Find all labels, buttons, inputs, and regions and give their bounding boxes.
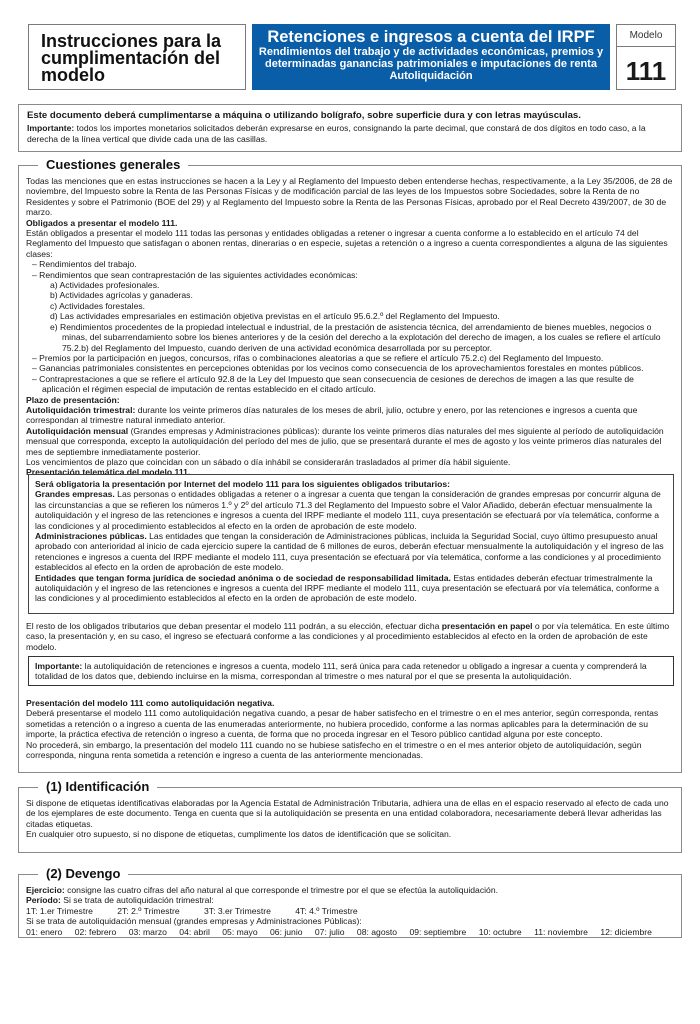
mes-item: 08: agosto	[356, 926, 398, 937]
form-subtitle: Rendimientos del trabajo y de actividades económicas, premios y determinadas ganancias patrimoniales e imputaciones de renta	[258, 46, 604, 70]
internet-obligation-box	[28, 474, 674, 614]
mes-item: 11: noviembre	[534, 926, 588, 937]
box1-title: Será obligatoria la presentación por Internet del modelo 111 para los siguientes obligados tributarios:	[35, 479, 450, 489]
trimestres-list	[26, 906, 674, 916]
resto-text-a: El resto de los obligados tributarios que deban presentar el modelo 111 podrán, a su elección, efectuar dicha	[26, 621, 442, 631]
ejercicio-line	[26, 885, 674, 895]
ge-label: Grandes empresas.	[35, 489, 115, 500]
trimestre-item: 3T: 3.er Trimestre	[204, 905, 271, 916]
box2-label: Importante:	[35, 661, 83, 671]
resto-text-b: presentación en papel	[441, 621, 533, 631]
plazo-trimestral	[26, 405, 674, 426]
mes-item: 07: julio	[314, 926, 345, 937]
sublist-item: c) Actividades forestales.	[50, 300, 146, 311]
mensual-label: Autoliquidación mensual	[26, 425, 129, 436]
importante-label: Importante:	[27, 123, 75, 134]
cuestiones-title: Cuestiones generales	[38, 157, 188, 173]
mes-item: 05: mayo	[222, 926, 258, 937]
mes-item: 01: enero	[26, 926, 63, 937]
mes-item: 10: octubre	[478, 926, 522, 937]
meses-list	[26, 927, 674, 937]
list-item: – Rendimientos que sean contraprestación de las siguientes actividades económicas:	[32, 269, 358, 280]
identificacion-text: Si dispone de etiquetas identificativas elaboradas por la Agencia Estatal de Administración Tributaria, adhiera una de ellas en el espacio reservado al efecto de cada uno de los ejemplares de este documento. Tenga en cuenta que si la autoliquidación se presenta en una entidad colaboradora, necesariamente deberá llevar adheridas las citadas etiquetas.	[26, 798, 669, 829]
mensual-intro: Si se trata de autoliquidación mensual (grandes empresas y Administraciones Públicas):	[26, 916, 362, 927]
intro-line: Este documento deberá cumplimentarse a máquina o utilizando bolígrafo, sobre superficie dura y con letras mayúsculas.	[27, 110, 581, 121]
form-main-title: Retenciones e ingresos a cuenta del IRPF	[267, 28, 595, 46]
identificacion-body	[26, 798, 674, 840]
trimestre-item: 1T: 1.er Trimestre	[26, 905, 93, 916]
ge-text: Las personas o entidades obligadas a retener o a ingresar a cuenta que tengan la consideración de grandes empresas por concurrir alguna de las circunstancias a que se refieren los números 1.º y 2º del artículo 71.3 del Reglamento del Impuesto sobre el Valor Añadido, deberán efectuar mensualmente la autoliquidación y el ingreso de las retenciones e ingresos a cuenta del IRPF mediante el modelo 111, cuya presentación se efectuará por vía telemática, conforme a las condiciones y al procedimiento establecidos al efecto en la orden de aprobación de este modelo.	[35, 489, 661, 531]
modelo-box	[616, 24, 676, 90]
sa-text: Estas entidades deberán efectuar trimestralmente la autoliquidación y el ingreso de las retenciones e ingresos a cuenta del IRPF mediante el modelo 111, cuya presentación se efectuará por vía telemática, conforme a las condiciones y al procedimiento establecidos al efecto en la orden de aprobación de este modelo.	[35, 572, 660, 604]
sublist-item: d) Las actividades empresariales en estimación objetiva previstas en el artículo 95.6.2.º del Reglamento del Impuesto.	[50, 311, 500, 322]
ejercicio-label: Ejercicio:	[26, 885, 65, 895]
administraciones	[35, 531, 667, 573]
mes-item: 03: marzo	[128, 926, 167, 937]
list-item: – Contraprestaciones a que se refiere el artículo 92.8 de la Ley del Impuesto que sean consecuencia de cesiones de derechos de imagen a las que resulte de aplicación el régimen especial de imputación de rentas establecido en el citado artículo.	[32, 373, 634, 395]
trimestral-label: Autoliquidación trimestral:	[26, 404, 136, 415]
mes-item: 06: junio	[270, 926, 303, 937]
trimestre-item: 4T: 4.º Trimestre	[295, 905, 358, 916]
cuestiones-p1: Todas las menciones que en estas instrucciones se hacen a la Ley y al Reglamento del Impuesto deben entenderse hechas, respectivamente, a la Ley 35/2006, de 28 de noviembre, del Impuesto sobre la Renta de las Personas Físicas y de modificación parcial de las leyes de los Impuestos sobre Sociedades, sobre la Renta de no Residentes y sobre el Patrimonio (BOE del 29) y al Reglamento del Impuesto sobre la Renta de las Personas Físicas, aprobado por el Real Decreto 439/2007, de 30 de marzo.	[26, 176, 673, 218]
ejercicio-text: consigne las cuatro cifras del año natural al que corresponde el trimestre por el que se efectúa la autoliquidación.	[64, 885, 498, 895]
mes-item: 02: febrero	[74, 926, 117, 937]
trimestre-item: 2T: 2.º Trimestre	[117, 905, 180, 916]
obligados-title: Obligados a presentar el modelo 111.	[26, 217, 178, 228]
ap-text: Las entidades que tengan la consideración de Administraciones públicas, incluida la Seguridad Social, cuyo último presupuesto anual aprobado con anterioridad al inicio de cada ejercicio supere la cantidad de 6 millones de euros, deberán efectuar mensualmente la autoliquidación y el ingreso de las retenciones e ingresos a cuenta del IRPF mediante el modelo 111, cuya presentación se efectuará por vía telemática, conforme a las condiciones y al procedimiento establecidos al efecto en la orden de aprobación de este modelo.	[35, 531, 664, 573]
sociedades	[35, 573, 667, 604]
grandes-empresas	[35, 489, 667, 531]
form-title-box	[252, 24, 610, 90]
resto-text-c: o por vía telemática. En este último caso, la presentación y, en su caso, el ingreso se efectuará conforme a las condiciones y al procedimiento establecidos al efecto en la orden de aprobación de este modelo.	[26, 621, 670, 652]
importante-box	[28, 656, 674, 686]
instructions-title-box	[28, 24, 246, 90]
identificacion-text2: En cualquier otro supuesto, si no dispone de etiquetas, cumplimente los datos de identificación que se solicitan.	[26, 829, 452, 840]
telematica-title: Presentación telemática del modelo 111.	[26, 467, 191, 478]
negativa-text1: Deberá presentarse el modelo 111 como autoliquidación negativa cuando, a pesar de haber satisfecho en el trimestre o en el mes anterior, según corresponda, rentas sometidas a retención o a ingreso a cuenta de las enumeradas anteriormente, no hubiera procedido, conforme a las normas aplicables para la determinación de su importe, la práctica efectiva de retención o ingreso a cuenta, de forma que no proceda ingresar en el Tesoro público cantidad alguna por este concepto.	[26, 708, 659, 740]
intro-box	[18, 104, 682, 152]
intro-importante	[27, 123, 673, 144]
periodo-line	[26, 895, 674, 905]
instructions-title: Instrucciones para la cumplimentación del modelo	[41, 31, 222, 85]
plazo-title: Plazo de presentación:	[26, 394, 120, 405]
obligados-text: Están obligados a presentar el modelo 111 todas las personas y entidades obligadas a retener o ingresar a cuenta conforme a lo establecido en el artículo 74 del Reglamento del Impuesto que satisfagan o abonen rentas, dinerarias o en especie, sujetas a retención o a ingreso a cuenta correspondientes a alguna de las siguientes clases:	[26, 228, 668, 259]
periodo-label: Período:	[26, 895, 61, 906]
negativa-text2: No procederá, sin embargo, la presentación del modelo 111 cuando no se hubiese satisfecho en el trimestre o en el mes anterior objeto de autoliquidación, según corresponda, ninguna renta sometida a retención e ingreso a cuenta de las anteriormente mencionadas.	[26, 739, 642, 761]
sa-label: Entidades que tengan forma jurídica de sociedad anónima o de sociedad de responsabilidad limitada.	[35, 572, 451, 583]
ap-label: Administraciones públicas.	[35, 531, 147, 542]
box2-text: la autoliquidación de retenciones e ingresos a cuenta, modelo 111, será única para cada retenedor u obligado a ingresar a cuenta y comprenderá la totalidad de los datos que, debiendo incluirse en la misma, correspondan al trimestre o mes natural por el que se presenta la autoliquidación.	[35, 661, 647, 682]
mes-item: 09: septiembre	[409, 926, 467, 937]
vencimientos-text: Los vencimientos de plazo que coincidan con un sábado o día inhábil se considerarán trasladados al primer día hábil siguiente.	[26, 456, 511, 467]
plazo-mensual	[26, 426, 674, 457]
devengo-body	[26, 885, 674, 937]
modelo-number: 111	[625, 56, 667, 86]
sublist-item: e) Rendimientos procedentes de la propiedad intelectual e industrial, de la prestación de asistencia técnica, del arrendamiento de bienes muebles, negocios o minas, del subarrendamiento sobre los bienes anteriores y de la cesión del derecho a la explotación del derecho de imagen, a los cuales se refiere el artículo 75.2.b) del Reglamento del Impuesto, cuando deriven de una actividad económica desarrollada por su perceptor.	[50, 321, 661, 353]
list-item: – Ganancias patrimoniales consistentes en percepciones obtenidas por los vecinos como consecuencia de los aprovechamientos forestales en montes públicos.	[32, 363, 644, 374]
resto-obligados	[26, 621, 674, 652]
cuestiones-body	[26, 176, 674, 478]
mes-item: 04: abril	[179, 926, 210, 937]
identificacion-title: (1) Identificación	[38, 779, 157, 795]
periodo-text: Si se trata de autoliquidación trimestral:	[60, 895, 214, 906]
list-item: – Rendimientos del trabajo.	[32, 259, 137, 270]
sublist-item: a) Actividades profesionales.	[50, 280, 160, 291]
mensual-text: (Grandes empresas y Administraciones públicas): durante los veinte primeros días naturales del mes siguiente al período de autoliquidación mensual que corresponda, excepto la autoliquidación del período del mes de julio, que se presentará durante el mes de agosto y los veinte primeros días naturales del mes de septiembre inmediatamente posterior.	[26, 425, 664, 457]
negativa-section	[26, 698, 674, 760]
list-item: – Premios por la participación en juegos, concursos, rifas o combinaciones aleatorias a que se refiere el artículo 75.2.c) del Reglamento del Impuesto.	[32, 352, 604, 363]
devengo-title: (2) Devengo	[38, 866, 128, 882]
form-autoliquidacion: Autoliquidación	[389, 70, 473, 82]
importante-text: todos los importes monetarios solicitados deberán expresarse en euros, consignando la parte decimal, que constará de dos dígitos en todo caso, a la derecha de la línea vertical que divide cada una de las casillas.	[27, 123, 646, 144]
negativa-title: Presentación del modelo 111 como autoliquidación negativa.	[26, 698, 275, 708]
modelo-label: Modelo	[617, 30, 675, 47]
trimestral-text: durante los veinte primeros días naturales de los meses de abril, julio, octubre y enero, por las retenciones e ingresos a cuenta que correspondan al trimestre natural inmediato anterior.	[26, 404, 638, 426]
mes-item: 12: diciembre	[600, 926, 652, 937]
sublist-item: b) Actividades agrícolas y ganaderas.	[50, 290, 193, 301]
